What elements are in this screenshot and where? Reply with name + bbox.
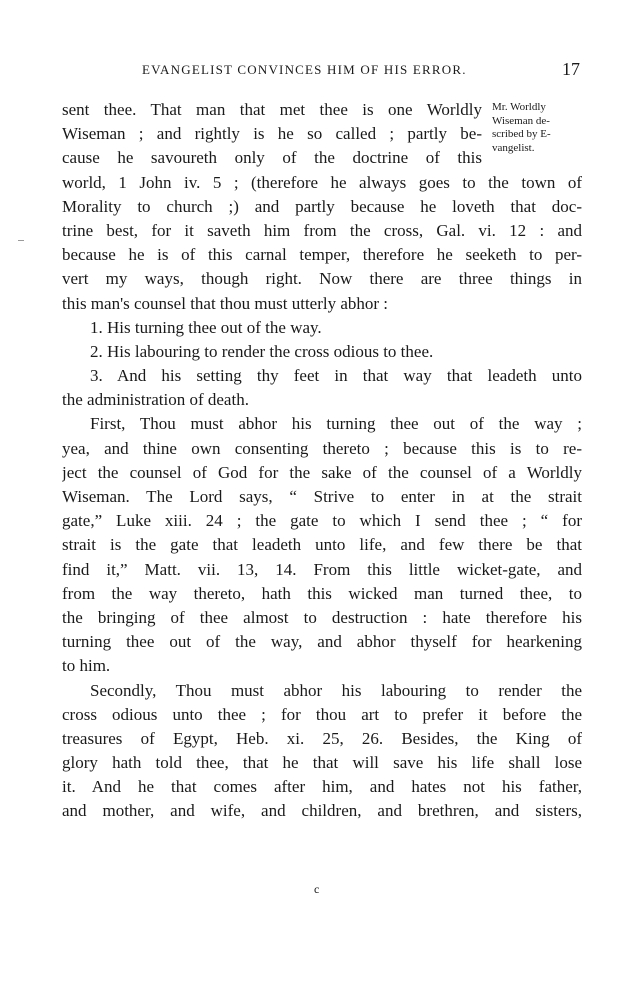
text-line: glory hath told thee, that he that will save his life shall lose (62, 753, 582, 773)
text-line: Wiseman. The Lord says, “ Strive to enter in at the strait (62, 487, 582, 506)
text-line: to him. (62, 656, 111, 676)
text-line: vert my ways, though right. Now there are three things in (62, 269, 582, 289)
running-head (62, 60, 582, 84)
text-line: turning thee out of the way, and abhor thyself for hearkening (62, 632, 582, 652)
paragraph-start: Secondly, Thou must abhor his labouring to render the (90, 680, 582, 700)
text-line: gate,” Luke xiii. 24 ; the gate to which I send thee ; “ for (62, 511, 582, 531)
text-line: trine best, for it saveth him from the cross, Gal. vi. 12 : and (62, 220, 582, 240)
margin-mark (18, 240, 24, 241)
sidenote-line: Wiseman de- (492, 114, 550, 127)
text-line: ject the counsel of God for the sake of the counsel of a Worldly (62, 462, 582, 482)
text-line: Wiseman ; and rightly is he so called ; partly be- (62, 124, 482, 144)
sidenote-line: Mr. Worldly (492, 101, 546, 113)
sidenote-line: vangelist. (492, 141, 535, 154)
text-line: this man's counsel that thou must utterly abhor : (62, 293, 389, 313)
text-line: find it,” Matt. vii. 13, 14. From this little wicket-gate, and (62, 559, 582, 579)
sidenote-line: scribed by E- (492, 128, 551, 140)
text-line: because he is of this carnal temper, therefore he seeketh to per- (62, 245, 582, 265)
text-line: sent thee. That man that met thee is one Worldly (62, 100, 482, 119)
text-line: cross odious unto thee ; for thou art to prefer it before the (62, 704, 582, 724)
page-number: 17 (562, 59, 580, 79)
text-line: and mother, and wife, and children, and brethren, and sisters, (62, 801, 582, 821)
text-line: strait is the gate that leadeth unto life, and few there be that (62, 535, 582, 555)
list-item: 3. And his setting thy feet in that way that leadeth unto (90, 366, 582, 386)
list-item: 2. His labouring to render the cross odious to thee. (90, 341, 434, 361)
signature-mark: c (314, 882, 320, 896)
text-line: world, 1 John iv. 5 ; (therefore he always goes to the town of (62, 172, 582, 192)
text-line: Morality to church ;) and partly because he loveth that doc- (62, 196, 582, 216)
text-line: it. And he that comes after him, and hates not his father, (62, 777, 582, 797)
paragraph-start: First, Thou must abhor his turning thee out of the way ; (90, 414, 582, 434)
running-title: EVANGELIST CONVINCES HIM OF HIS ERROR. (142, 62, 467, 77)
list-item: 1. His turning thee out of the way. (90, 317, 322, 337)
text-line: from the way thereto, hath this wicked man turned thee, to (62, 583, 582, 603)
text-line: the administration of death. (62, 390, 249, 410)
text-line: treasures of Egypt, Heb. xi. 25, 26. Besides, the King of (62, 728, 582, 748)
text-line: yea, and thine own consenting thereto ; because this is to re- (62, 438, 582, 458)
text-line: cause he savoureth only of the doctrine of this (62, 148, 482, 168)
body-text (62, 98, 582, 824)
text-line: the bringing of thee almost to destruction : hate therefore his (62, 607, 582, 627)
